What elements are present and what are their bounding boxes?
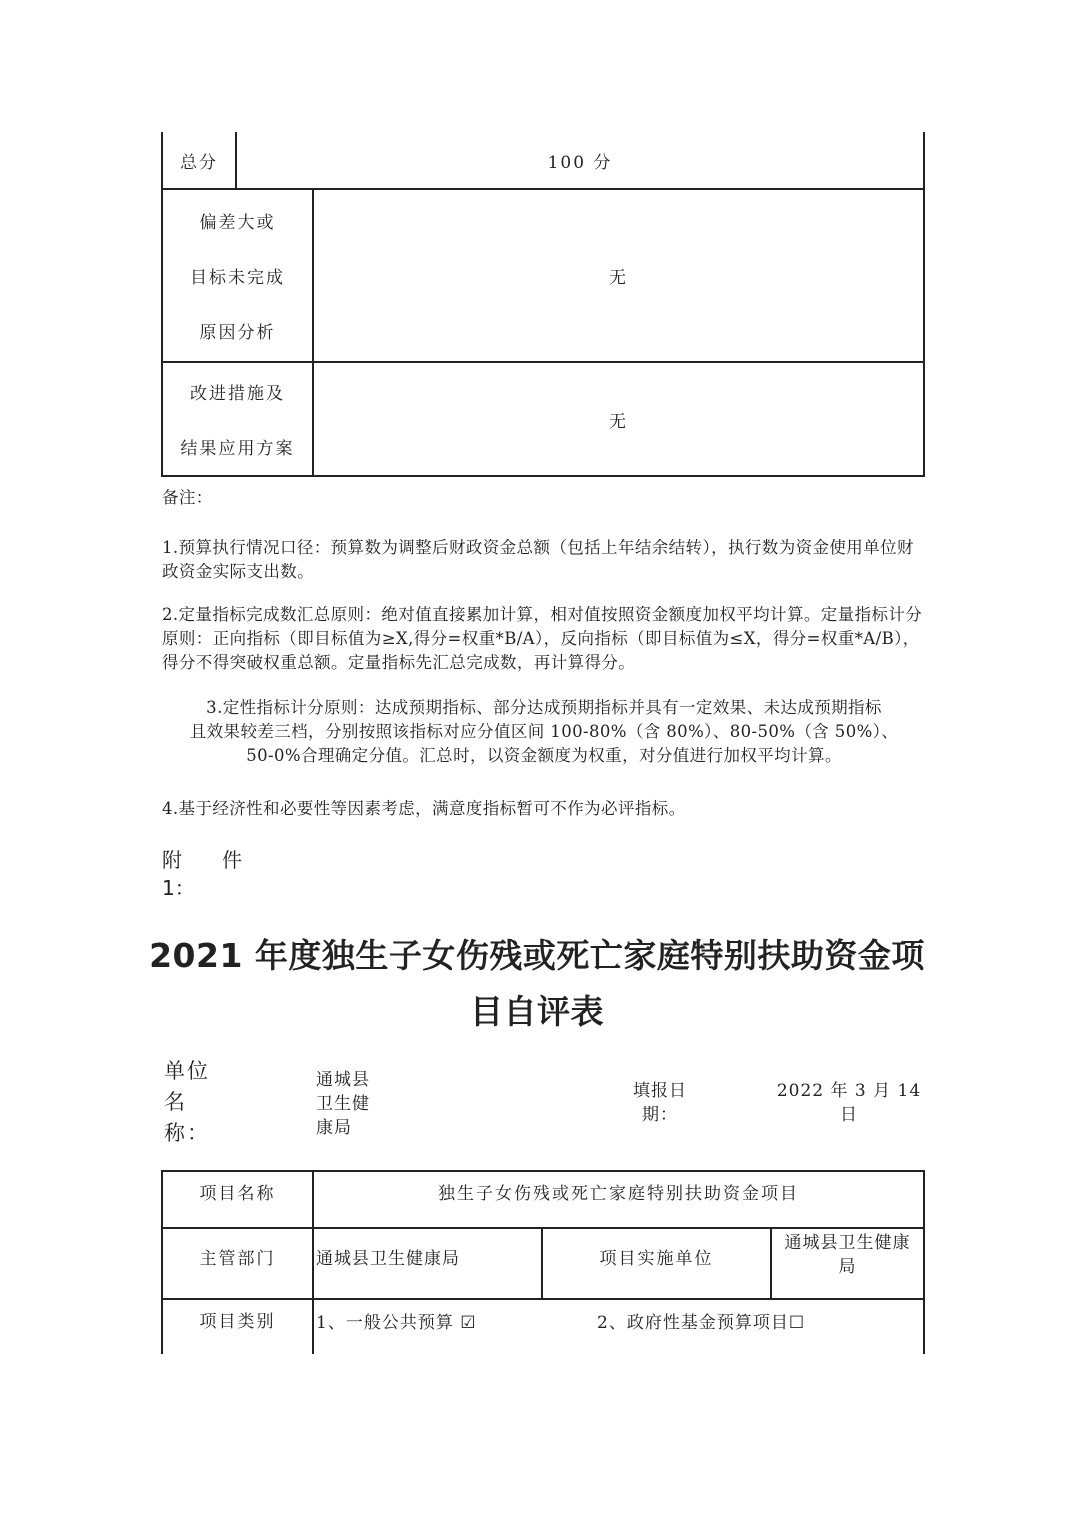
dept-label: 主管部门 xyxy=(199,1248,276,1269)
notes-heading: 备注： xyxy=(162,488,213,507)
deviation-label xyxy=(163,190,312,361)
attachment-line: 附 件 xyxy=(162,848,242,872)
category-label: 项目类别 xyxy=(199,1311,276,1332)
date-label xyxy=(620,1079,700,1127)
improve-label xyxy=(163,363,312,475)
improve-label-line: 改进措施及 xyxy=(190,384,285,404)
category-option-fund: 2、政府性基金预算项目☐ xyxy=(597,1313,806,1333)
category-option-general: 1、一般公共预算 ☑ xyxy=(316,1313,477,1333)
date-value-line: 2022 年 3 月 14 xyxy=(776,1081,922,1101)
attachment-line: 1： xyxy=(162,876,195,900)
date-value-line: 日 xyxy=(840,1105,858,1125)
date-value xyxy=(772,1079,926,1127)
deviation-label-line: 目标未完成 xyxy=(190,268,285,288)
note-2: 2.定量指标完成数汇总原则：绝对值直接累加计算，相对值按照资金额度加权平均计算。定量指标计分原则：正向指标（即目标值为≥X,得分=权重*B/A），反向指标（即目标值为≤X，得分=权重*A/B），得分不得突破权重总额。定量指标先汇总完成数，再计算得分。 xyxy=(162,605,923,672)
dept-value: 通城县卫生健康局 xyxy=(316,1248,460,1269)
note-4: 4.基于经济性和必要性等因素考虑，满意度指标暂可不作为必评指标。 xyxy=(162,799,686,818)
date-label-line: 期： xyxy=(642,1105,678,1125)
total-label: 总分 xyxy=(180,152,218,173)
impl-label: 项目实施单位 xyxy=(599,1248,714,1269)
impl-value-line: 局 xyxy=(838,1257,857,1277)
unit-label-line: 称： xyxy=(164,1121,210,1145)
page-title: 2021 年度独生子女伤残或死亡家庭特别扶助资金项 xyxy=(149,936,925,975)
unit-value xyxy=(316,1068,370,1140)
note-3 xyxy=(162,696,926,768)
impl-value xyxy=(772,1231,923,1281)
unit-label-line: 单位 xyxy=(164,1059,210,1083)
note-1: 1.预算执行情况口径：预算数为调整后财政资金总额（包括上年结余结转），执行数为资金使用单位财政资金实际支出数。 xyxy=(162,538,914,581)
project-name-label: 项目名称 xyxy=(199,1183,276,1204)
note-3-line: 且效果较差三档，分别按照该指标对应分值区间 100-80%（含 80%）、80-50%（含 50%）、 xyxy=(189,722,899,741)
note-3-line: 3.定性指标计分原则：达成预期指标、部分达成预期指标并具有一定效果、未达成预期指标 xyxy=(206,698,882,717)
unit-label xyxy=(164,1056,210,1149)
deviation-value: 无 xyxy=(609,268,628,288)
deviation-label-line: 原因分析 xyxy=(199,323,276,343)
page-title-cont: 目自评表 xyxy=(470,992,604,1031)
improve-label-line: 结果应用方案 xyxy=(180,439,295,459)
deviation-label-line: 偏差大或 xyxy=(199,213,276,233)
project-name-value: 独生子女伤残或死亡家庭特别扶助资金项目 xyxy=(438,1183,799,1204)
unit-label-line: 名 xyxy=(164,1090,187,1114)
unit-value-line: 康局 xyxy=(316,1118,352,1138)
unit-value-line: 卫生健 xyxy=(316,1094,370,1114)
note-3-line: 50-0%合理确定分值。汇总时，以资金额度为权重，对分值进行加权平均计算。 xyxy=(246,746,842,765)
improve-value: 无 xyxy=(609,411,628,432)
impl-value-line: 通城县卫生健康 xyxy=(784,1233,911,1253)
date-label-line: 填报日 xyxy=(633,1081,687,1101)
unit-value-line: 通城县 xyxy=(316,1070,370,1090)
total-value: 100 分 xyxy=(547,152,613,173)
attachment-label xyxy=(162,846,242,902)
